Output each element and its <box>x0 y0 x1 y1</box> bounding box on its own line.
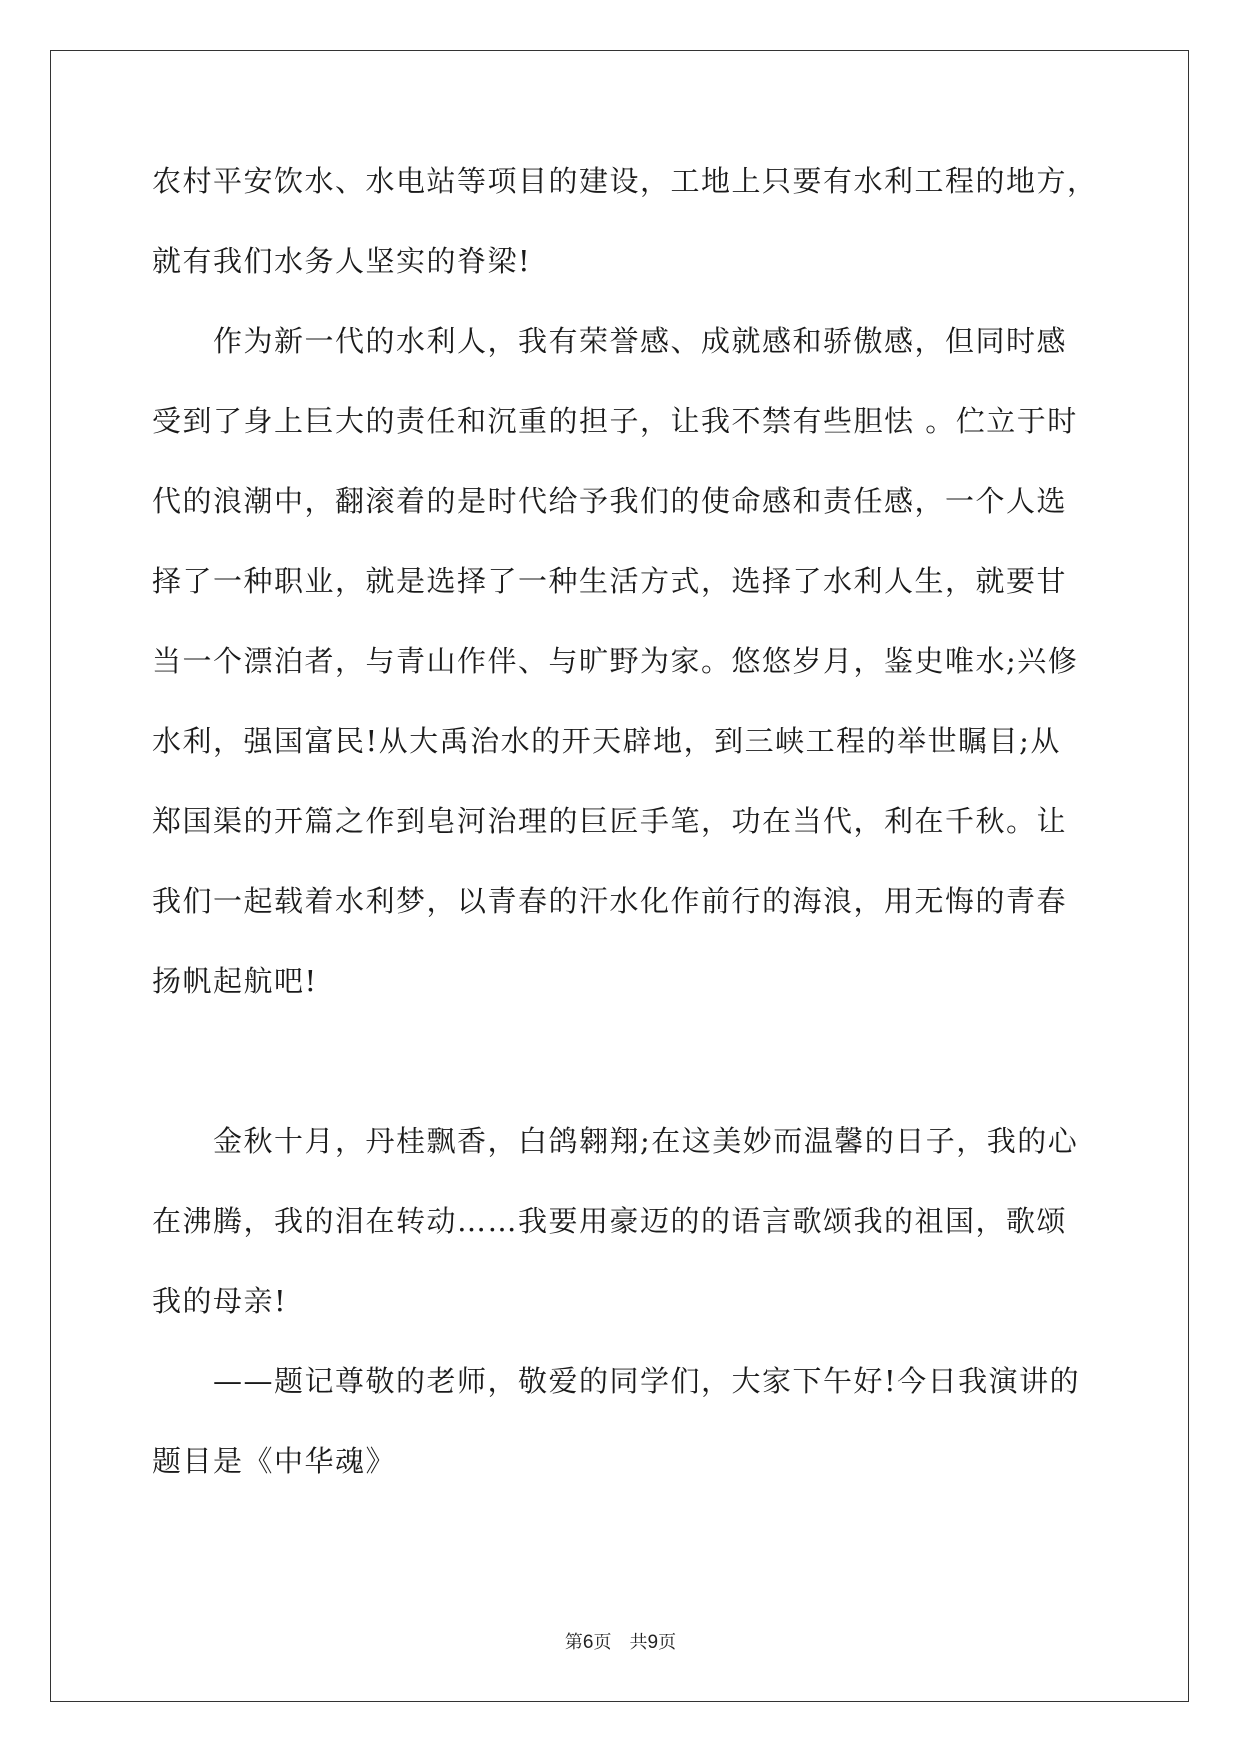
text-line: 农村平安饮水、水电站等项目的建设，工地上只要有水利工程的地方， <box>152 164 1098 198</box>
text-line: 受到了身上巨大的责任和沉重的担子，让我不禁有些胆怯 。伫立于时 <box>152 404 1078 438</box>
text-line: 题目是《中华魂》 <box>152 1444 397 1478</box>
current-page-number: 6 <box>582 1632 594 1653</box>
text-line: 代的浪潮中，翻滚着的是时代给予我们的使命感和责任感，一个人选 <box>152 484 1068 518</box>
text-line: 择了一种职业，就是选择了一种生活方式，选择了水利人生，就要甘 <box>152 564 1068 598</box>
page-footer <box>0 1628 1241 1654</box>
text-line: 作为新一代的水利人，我有荣誉感、成就感和骄傲感，但同时感 <box>152 324 1068 358</box>
footer-suffix: 页 <box>658 1632 677 1653</box>
document-body <box>152 162 1098 1522</box>
text-line: 我的母亲! <box>152 1284 288 1318</box>
footer-middle: 页 共 <box>593 1632 648 1653</box>
text-line: 当一个漂泊者，与青山作伴、与旷野为家。悠悠岁月，鉴史唯水;兴修 <box>152 644 1079 678</box>
paragraph-gap <box>152 1042 1092 1122</box>
text-line: 水利，强国富民!从大禹治水的开天辟地，到三峡工程的举世瞩目;从 <box>152 724 1061 758</box>
text-line: ——题记尊敬的老师，敬爱的同学们，大家下午好!今日我演讲的 <box>152 1364 1081 1398</box>
footer-prefix: 第 <box>564 1632 583 1653</box>
text-line: 郑国渠的开篇之作到皂河治理的巨匠手笔，功在当代，利在千秋。让 <box>152 804 1068 838</box>
text-line: 就有我们水务人坚实的脊梁! <box>152 244 532 278</box>
text-line: 扬帆起航吧! <box>152 964 318 998</box>
text-line: 金秋十月，丹桂飘香，白鸽翱翔;在这美妙而温馨的日子，我的心 <box>152 1124 1079 1158</box>
text-line: 我们一起载着水利梦，以青春的汗水化作前行的海浪，用无悔的青春 <box>152 884 1068 918</box>
text-line: 在沸腾，我的泪在转动……我要用豪迈的的语言歌颂我的祖国，歌颂 <box>152 1204 1068 1238</box>
total-page-number: 9 <box>647 1632 659 1653</box>
